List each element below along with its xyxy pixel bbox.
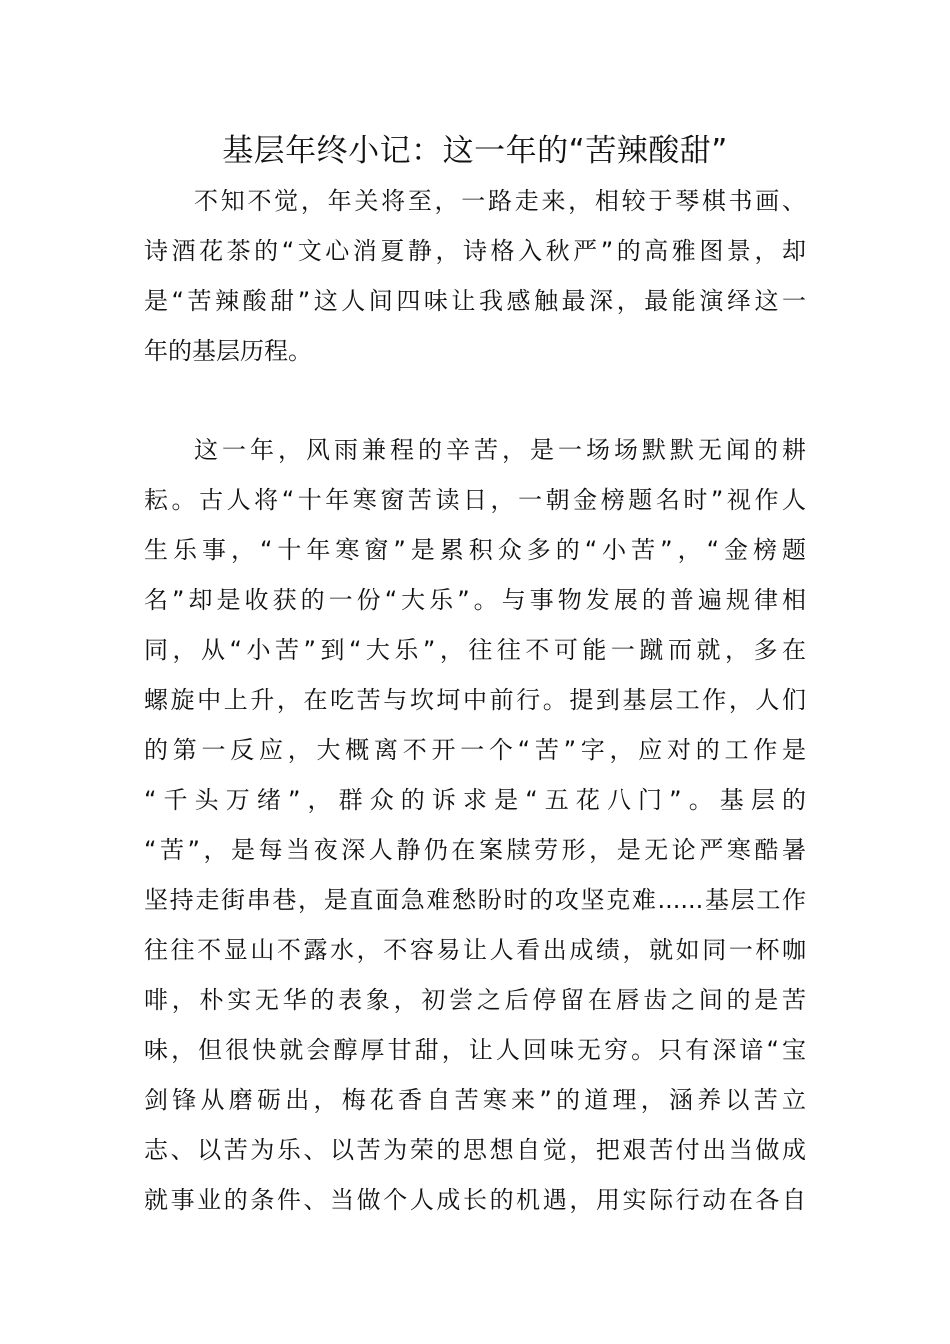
text-line: 生乐事，“十年寒窗”是累积众多的“小苦”，“金榜题 [144, 536, 806, 564]
text-line: 耘。古人将“十年寒窗苦读日，一朝金榜题名时”视作人 [144, 486, 806, 514]
text-line: “苦”，是每当夜深人静仍在案牍劳形，是无论严寒酷暑 [144, 836, 806, 864]
text-line: 这一年，风雨兼程的辛苦，是一场场默默无闻的耕 [194, 436, 806, 464]
paragraph-1 [144, 176, 806, 376]
text-line: 就事业的条件、当做个人成长的机遇，用实际行动在各自 [144, 1186, 806, 1214]
text-line: 志、以苦为乐、以苦为荣的思想自觉，把艰苦付出当做成 [144, 1136, 806, 1164]
text-line: 味，但很快就会醇厚甘甜，让人回味无穷。只有深谙“宝 [144, 1036, 806, 1064]
text-line: 年的基层历程。 [144, 337, 312, 365]
document-title: 基层年终小记：这一年的“苦辣酸甜” [222, 133, 728, 169]
text-line: 啡，朴实无华的表象，初尝之后停留在唇齿之间的是苦 [144, 986, 806, 1014]
paragraph-2 [144, 425, 806, 1225]
text-line: 不知不觉，年关将至，一路走来，相较于琴棋书画、 [194, 187, 806, 215]
text-line: 的第一反应，大概离不开一个“苦”字，应对的工作是 [144, 736, 806, 764]
text-line: 同，从“小苦”到“大乐”，往往不可能一蹴而就，多在 [144, 636, 806, 664]
text-line: 是“苦辣酸甜”这人间四味让我感触最深，最能演绎这一 [144, 287, 806, 315]
text-line: 螺旋中上升，在吃苦与坎坷中前行。提到基层工作，人们 [144, 686, 806, 714]
text-line: 诗酒花茶的“文心消夏静，诗格入秋严”的高雅图景，却 [144, 237, 806, 265]
text-line: 剑锋从磨砺出，梅花香自苦寒来”的道理，涵养以苦立 [144, 1086, 806, 1114]
text-line: “千头万绪”，群众的诉求是“五花八门”。基层的 [144, 786, 806, 814]
text-line: 往往不显山不露水，不容易让人看出成绩，就如同一杯咖 [144, 936, 806, 964]
text-line: 坚持走街串巷，是直面急难愁盼时的攻坚克难......基层工作 [144, 886, 806, 914]
text-line: 名”却是收获的一份“大乐”。与事物发展的普遍规律相 [144, 586, 806, 614]
